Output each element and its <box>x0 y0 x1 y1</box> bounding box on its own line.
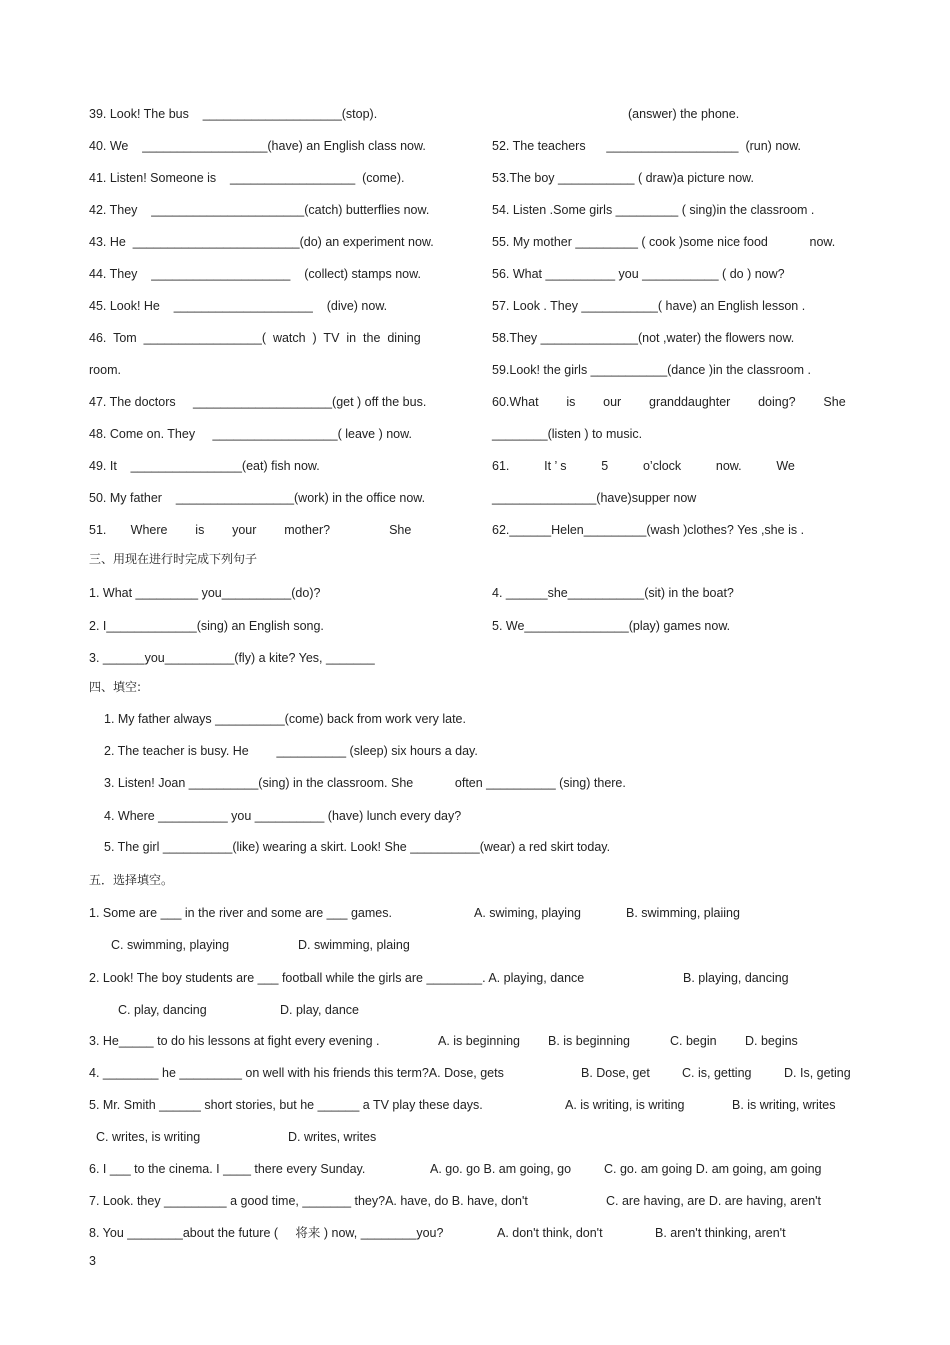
question-43: 43. He ________________________(do) an experiment now. <box>89 235 434 249</box>
question-57: 57. Look . They ___________( have) an English lesson . <box>492 299 806 313</box>
choice-2-option-c: C. play, dancing <box>118 1003 207 1017</box>
choice-6: 6. I ___ to the cinema. I ____ there every Sunday. <box>89 1162 366 1176</box>
question-46: 46. Tom _________________( watch ) TV in the dining <box>89 331 421 345</box>
choice-4-option-c: C. is, getting <box>682 1066 752 1080</box>
question-45: 45. Look! He ____________________ (dive) now. <box>89 299 388 313</box>
choice-2-option-b: B. playing, dancing <box>683 971 789 985</box>
question-53: 53.The boy ___________ ( draw)a picture now. <box>492 171 754 185</box>
question-50: 50. My father _________________(work) in the office now. <box>89 491 426 505</box>
question-62: 62.______Helen_________(wash )clothes? Yes ,she is . <box>492 523 805 537</box>
choice-8-option-b: B. aren't thinking, aren't <box>655 1226 786 1240</box>
question-61-cont: _______________(have)supper now <box>492 491 697 505</box>
fill-3: 3. Listen! Joan __________(sing) in the classroom. She often __________ (sing) there. <box>104 776 626 790</box>
question-52: 52. The teachers ___________________ (run) now. <box>492 139 802 153</box>
question-41: 41. Listen! Someone is __________________ (come). <box>89 171 405 185</box>
choice-6-options-ab: A. go. go B. am going, go <box>430 1162 572 1176</box>
choice-4-option-d: D. Is, geting <box>784 1066 851 1080</box>
choice-5-option-a: A. is writing, is writing <box>565 1098 685 1112</box>
choice-1-option-a: A. swiming, playing <box>474 906 581 920</box>
fill-1: 1. My father always __________(come) back from work very late. <box>104 712 466 726</box>
question-42: 42. They ______________________(catch) butterflies now. <box>89 203 430 217</box>
fill-2: 2. The teacher is busy. He __________ (sleep) six hours a day. <box>104 744 478 758</box>
sentence-3: 3. ______you__________(fly) a kite? Yes, _______ <box>89 651 375 665</box>
choice-5-option-d: D. writes, writes <box>288 1130 377 1144</box>
question-61: 61. It ’ s 5 o’clock now. We <box>492 459 795 473</box>
choice-3-option-a: A. is beginning <box>438 1034 521 1048</box>
question-44: 44. They ____________________ (collect) stamps now. <box>89 267 421 281</box>
question-54: 54. Listen .Some girls _________ ( sing)in the classroom . <box>492 203 815 217</box>
page-number: 3 <box>89 1254 96 1268</box>
question-55: 55. My mother _________ ( cook )some nice food now. <box>492 235 836 249</box>
question-48: 48. Come on. They __________________( leave ) now. <box>89 427 412 441</box>
question-46-cont: room. <box>89 363 121 377</box>
choice-7-options-cd: C. are having, are D. are having, aren't <box>606 1194 822 1208</box>
choice-2-option-d: D. play, dance <box>280 1003 359 1017</box>
choice-8-option-a: A. don't think, don't <box>497 1226 603 1240</box>
question-60: 60.What is our granddaughter doing? She <box>492 395 846 409</box>
question-40: 40. We __________________(have) an English class now. <box>89 139 426 153</box>
question-51-cont: (answer) the phone. <box>628 107 740 121</box>
choice-3-option-b: B. is beginning <box>548 1034 631 1048</box>
choice-5: 5. Mr. Smith ______ short stories, but he ______ a TV play these days. <box>89 1098 483 1112</box>
question-39: 39. Look! The bus ____________________(stop). <box>89 107 378 121</box>
question-47: 47. The doctors ____________________(get ) off the bus. <box>89 395 427 409</box>
question-59: 59.Look! the girls ___________(dance )in the classroom . <box>492 363 811 377</box>
sentence-5: 5. We_______________(play) games now. <box>492 619 731 633</box>
sentence-1: 1. What _________ you__________(do)? <box>89 586 321 600</box>
choice-3-option-c: C. begin <box>670 1034 717 1048</box>
sentence-2: 2. I_____________(sing) an English song. <box>89 619 324 633</box>
choice-4-option-b: B. Dose, get <box>581 1066 650 1080</box>
choice-4: 4. ________ he _________ on well with his friends this term?A. Dose, gets <box>89 1066 504 1080</box>
question-58: 58.They ______________(not ,water) the flowers now. <box>492 331 795 345</box>
choice-5-option-b: B. is writing, writes <box>732 1098 836 1112</box>
choice-1-option-d: D. swimming, plaing <box>298 938 410 952</box>
section-4-heading: 四、填空: <box>89 680 142 694</box>
choice-3-option-d: D. begins <box>745 1034 798 1048</box>
fill-5: 5. The girl __________(like) wearing a skirt. Look! She __________(wear) a red skirt today. <box>104 840 611 854</box>
choice-1: 1. Some are ___ in the river and some are ___ games. <box>89 906 392 920</box>
choice-2: 2. Look! The boy students are ___ football while the girls are ________. A. playing, dance <box>89 971 585 985</box>
question-60-cont: ________(listen ) to music. <box>492 427 643 441</box>
choice-5-option-c: C. writes, is writing <box>96 1130 201 1144</box>
section-5-heading: 五．选择填空。 <box>89 873 174 887</box>
choice-7: 7. Look. they _________ a good time, _______ they?A. have, do B. have, don't <box>89 1194 528 1208</box>
choice-1-option-c: C. swimming, playing <box>111 938 230 952</box>
sentence-4: 4. ______she___________(sit) in the boat? <box>492 586 734 600</box>
question-51: 51. Where is your mother? She <box>89 523 412 537</box>
choice-1-option-b: B. swimming, plaiing <box>626 906 740 920</box>
choice-8: 8. You ________about the future ( 将来 ) now, ________you? <box>89 1226 444 1240</box>
section-3-heading: 三、用现在进行时完成下列句子 <box>89 552 258 566</box>
fill-4: 4. Where __________ you __________ (have) lunch every day? <box>104 809 462 823</box>
choice-3: 3. He_____ to do his lessons at fight every evening . <box>89 1034 380 1048</box>
choice-6-options-cd: C. go. am going D. am going, am going <box>604 1162 822 1176</box>
question-49: 49. It ________________(eat) fish now. <box>89 459 320 473</box>
question-56: 56. What __________ you ___________ ( do ) now? <box>492 267 785 281</box>
